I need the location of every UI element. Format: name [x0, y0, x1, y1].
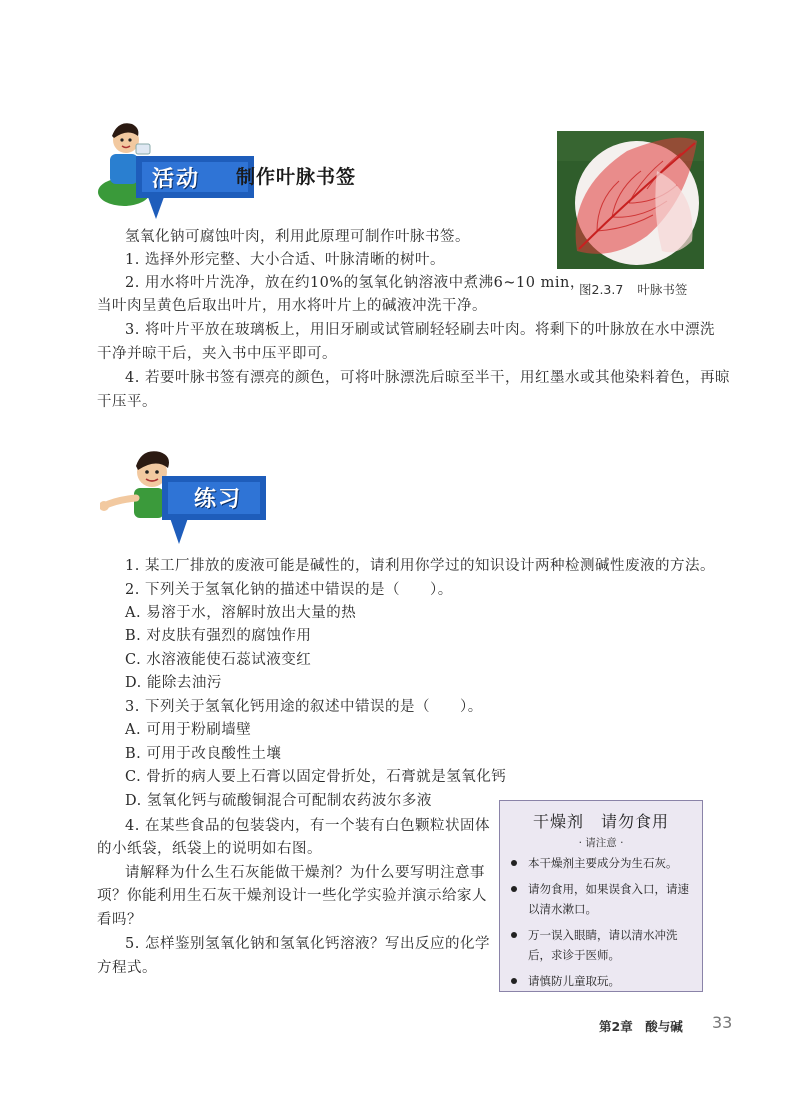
leaf-skeleton-icon — [557, 131, 704, 269]
notice-title: 干燥剂 请勿食用 — [532, 812, 669, 831]
activity-banner — [96, 150, 256, 202]
exercise-q2: 2. 下列关于氢氧化钠的描述中错误的是（ ）。 — [125, 582, 453, 598]
chapter-title: 第2章 酸与碱 — [599, 1019, 683, 1034]
activity-step-3-cont: 干净并晾干后，夹入书中压平即可。 — [97, 346, 337, 362]
notice-subtitle: · 请注意 · — [578, 837, 624, 849]
exercise-q2-option-b: B. 对皮肤有强烈的腐蚀作用 — [125, 628, 312, 644]
notice-item: 请慎防儿童取玩。 — [508, 971, 698, 991]
exercise-q4: 4. 在某些食品的包装袋内，有一个装有白色颗粒状固体 — [125, 818, 490, 834]
exercise-q2-option-c: C. 水溶液能使石蕊试液变红 — [125, 652, 312, 668]
activity-step-2-cont: 当叶肉呈黄色后取出叶片，用水将叶片上的碱液冲洗干净。 — [97, 298, 487, 314]
notice-item: 本干燥剂主要成分为生石灰。 — [508, 853, 698, 873]
notice-item: 万一误入眼睛，请以清水冲洗后，求诊于医师。 — [508, 925, 698, 965]
exercise-q4-prompt-end: 看吗？ — [97, 912, 142, 928]
exercise-q3-option-a: A. 可用于粉刷墙壁 — [125, 722, 252, 738]
exercise-q3-option-c: C. 骨折的病人要上石膏以固定骨折处，石膏就是氢氧化钙 — [125, 769, 507, 785]
exercise-q4-cont: 的小纸袋，纸袋上的说明如右图。 — [97, 841, 322, 857]
activity-step-2: 2. 用水将叶片洗净，放在约10%的氢氧化钠溶液中煮沸6~10 min， — [125, 275, 585, 291]
exercise-q3-option-b: B. 可用于改良酸性土壤 — [125, 746, 282, 762]
exercise-q5: 5. 怎样鉴别氢氧化钠和氢氧化钙溶液？写出反应的化学 — [125, 936, 490, 952]
page-number: 33 — [712, 1013, 733, 1032]
exercise-q3-option-d: D. 氢氧化钙与硫酸铜混合可配制农药波尔多液 — [125, 793, 432, 809]
exercise-q1: 1. 某工厂排放的废液可能是碱性的，请利用你学过的知识设计两种检测碱性废液的方法。 — [125, 558, 715, 574]
activity-step-1: 1. 选择外形完整、大小合适、叶脉清晰的树叶。 — [125, 252, 445, 268]
exercise-q4-prompt-cont: 项？你能利用生石灰干燥剂设计一些化学实验并演示给家人 — [97, 888, 487, 904]
activity-intro: 氢氧化钠可腐蚀叶肉，利用此原理可制作叶脉书签。 — [125, 229, 470, 245]
desiccant-notice — [499, 800, 703, 992]
figure-label: 叶脉书签 — [637, 282, 688, 297]
exercise-q2-option-a: A. 易溶于水，溶解时放出大量的热 — [125, 605, 357, 621]
exercise-badge: 练习 — [194, 487, 243, 512]
activity-step-3: 3. 将叶片平放在玻璃板上，用旧牙刷或试管刷轻轻刷去叶肉。将剩下的叶脉放在水中漂洗 — [125, 322, 715, 338]
figure-caption — [579, 280, 687, 298]
activity-step-4-cont: 干压平。 — [97, 394, 157, 410]
activity-badge: 活动 — [152, 167, 201, 192]
activity-step-4: 4. 若要叶脉书签有漂亮的颜色，可将叶脉漂洗后晾至半干，用红墨水或其他染料着色，再晾 — [125, 370, 730, 386]
exercise-banner — [100, 470, 270, 550]
exercise-q3: 3. 下列关于氢氧化钙用途的叙述中错误的是（ ）。 — [125, 699, 483, 715]
leaf-bookmark-photo — [557, 131, 704, 269]
notice-list — [508, 853, 698, 997]
activity-title: 制作叶脉书签 — [236, 166, 357, 188]
figure-number: 图2.3.7 — [579, 282, 624, 297]
exercise-q2-option-d: D. 能除去油污 — [125, 675, 222, 691]
notice-item: 请勿食用，如果误食入口，请速以清水漱口。 — [508, 879, 698, 919]
exercise-q4-prompt: 请解释为什么生石灰能做干燥剂？为什么要写明注意事 — [125, 865, 485, 881]
exercise-q5-cont: 方程式。 — [97, 960, 157, 976]
